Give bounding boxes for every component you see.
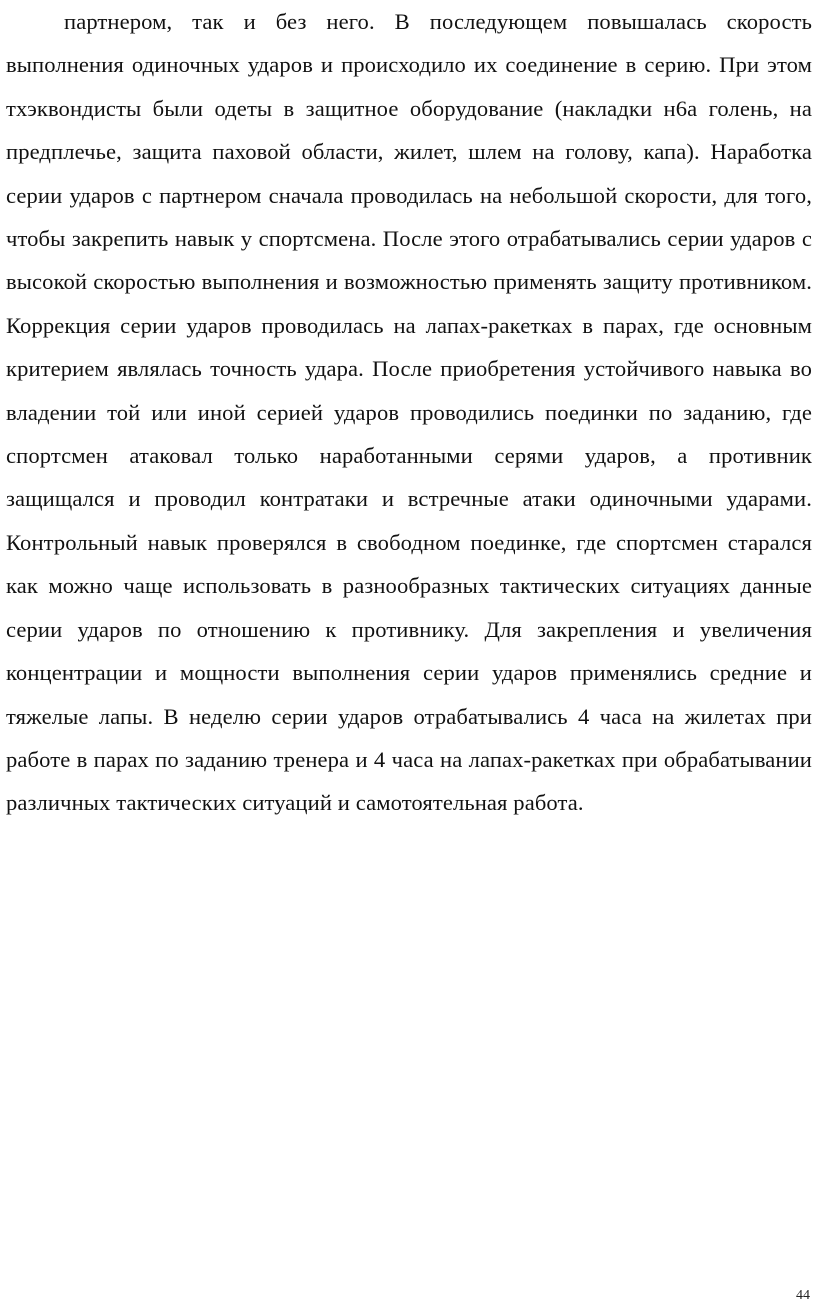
page-number: 44: [796, 1288, 810, 1303]
body-paragraph: партнером, так и без него. В последующем повышалась скорость выполнения одиночных ударов и происходило их соединение в серию. При этом тхэквондисты были одеты в защитное оборудование (накладки н6а голень, на предплечье, защита паховой области, жилет, шлем на голову, капа). Наработка серии ударов с партнером сначала проводилась на небольшой скорости, для того, чтобы закрепить навык у спортсмена. После этого отрабатывались серии ударов с высокой скоростью выполнения и возможностью применять защиту противником. Коррекция серии ударов проводилась на лапах-ракетках в парах, где основным критерием являлась точность удара. После приобретения устойчивого навыка во владении той или иной серией ударов проводились поединки по заданию, где спортсмен атаковал только наработанными серями ударов, а противник защищался и проводил контратаки и встречные атаки одиночными ударами. Контрольный навык проверялся в свободном поединке, где спортсмен старался как можно чаще использовать в разнообразных тактических ситуациях данные серии ударов по отношению к противнику. Для закрепления и увеличения концентрации и мощности выполнения серии ударов применялись средние и тяжелые лапы. В неделю серии ударов отрабатывались 4 часа на жилетах при работе в парах по заданию тренера и 4 часа на лапах-ракетках при обрабатывании различных тактических ситуаций и самотоятельная работа.: [6, 9, 812, 816]
